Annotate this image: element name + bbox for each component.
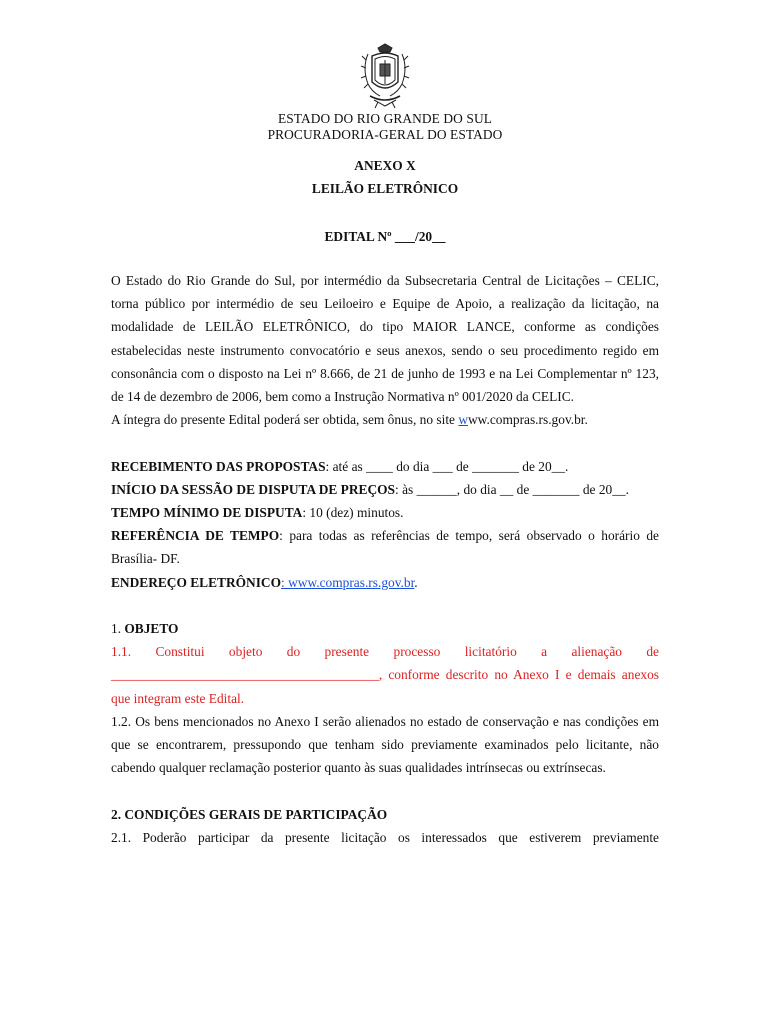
site-text-end: ww.compras.rs.gov.br.: [468, 412, 588, 428]
site-link[interactable]: w: [458, 412, 468, 428]
recebimento-line: [111, 455, 659, 478]
intro-paragraph: O Estado do Rio Grande do Sul, por intermédio da Subsecretaria Central de Licitações – CELIC, torna público por intermédio de seu Leiloeiro e Equipe de Apoio, a realização da licitação, na modalidade de LEILÃO ELETRÔNICO, do tipo MAIOR LANCE, conforme as condições estabelecidas neste instrumento convocatório e seus anexos, sendo o seu procedimento regido em consonância com o disposto na Lei nº 8.666, de 21 de junho de 1993 e na Lei Complementar nº 123, de 14 de dezembro de 2006, bem como a Instrução Normativa nº 001/2020 da CELIC.: [111, 273, 659, 405]
referencia-line: [111, 524, 659, 570]
recebimento-text: : até as ____ do dia ___ de _______ de 20__.: [325, 458, 569, 474]
item-2-1: 2.1. Poderão participar da presente licitação os interessados que estiverem previamente: [111, 829, 659, 845]
tempo-text: : 10 (dez) minutos.: [302, 505, 404, 521]
item-1-2: 1.2. Os bens mencionados no Anexo I serão alienados no estado de conservação e nas condições em que se encontrarem, pressupondo que tenham sido previamente examinados pelo licitante, não cabendo qualquer reclamação posterior quanto às suas qualidades intrínsecas ou extrínsecas.: [111, 713, 659, 776]
inicio-label: INÍCIO DA SESSÃO DE DISPUTA DE PREÇOS: [111, 481, 396, 497]
header-state-name: ESTADO DO RIO GRANDE DO SUL: [277, 111, 492, 126]
endereco-link[interactable]: : www.compras.rs.gov.br: [281, 574, 415, 590]
endereco-label: ENDEREÇO ELETRÔNICO: [111, 574, 282, 590]
tempo-label: TEMPO MÍNIMO DE DISPUTA: [111, 505, 303, 521]
tempo-line: [111, 501, 659, 524]
section2-title: 2. CONDIÇÕES GERAIS DE PARTICIPAÇÃO: [111, 806, 388, 822]
intro-site-paragraph: [111, 408, 659, 431]
inicio-line: [111, 478, 659, 501]
item-1-1-rest: ________________________________________, conforme descrito no Anexo I e demais anexos que integram este Edital.: [111, 667, 659, 706]
recebimento-label: RECEBIMENTO DAS PROPOSTAS: [111, 458, 326, 474]
document-body: [111, 269, 659, 849]
edital-number: EDITAL Nº ___/20__: [324, 229, 446, 244]
annex-subtitle: LEILÃO ELETRÔNICO: [311, 181, 459, 196]
section1-title: OBJETO: [124, 621, 179, 637]
referencia-label: REFERÊNCIA DE TEMPO: [111, 528, 280, 544]
header-agency-name: PROCURADORIA-GERAL DO ESTADO: [267, 127, 503, 142]
site-text: A íntegra do presente Edital poderá ser obtida, sem ônus, no site: [111, 412, 459, 428]
referencia-text: : para todas as referências de tempo, será observado o horário de Brasília- DF.: [111, 528, 660, 567]
section1-number: 1.: [111, 621, 125, 637]
section1-heading: [111, 617, 659, 640]
item-1-1-first-line: 1.1. Constitui objeto do presente processo licitatório a alienação de: [111, 644, 659, 660]
coat-of-arms-icon: [358, 42, 412, 110]
inicio-text: : às ______, do dia __ de _______ de 20__.: [395, 481, 629, 497]
section2-heading: [111, 803, 659, 826]
endereco-line: [111, 571, 659, 594]
annex-title: ANEXO X: [354, 158, 416, 173]
endereco-end: .: [414, 574, 418, 590]
